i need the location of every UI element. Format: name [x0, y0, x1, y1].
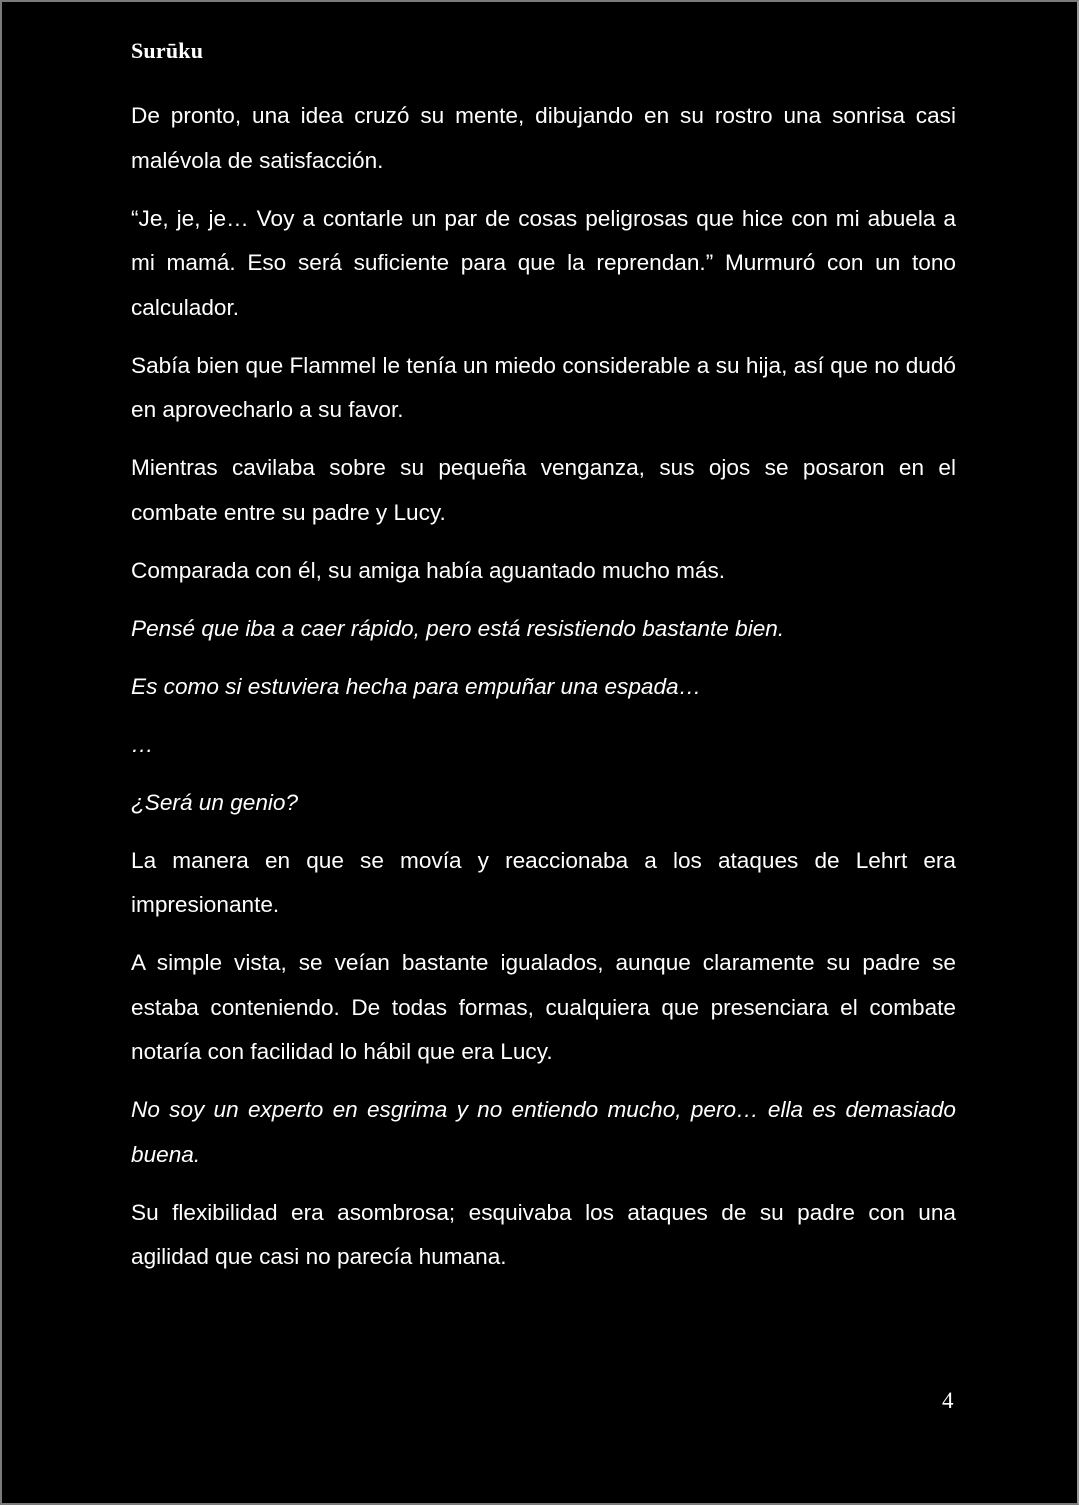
- paragraph: “Je, je, je… Voy a contarle un par de cosas peligrosas que hice con mi abuela a mi mamá. Eso será suficiente para que la reprendan.” Murmuró con un tono calculador.: [131, 205, 956, 320]
- ellipsis-line: …: [131, 731, 154, 757]
- italic-thought: Es como si estuviera hecha para empuñar una espada…: [131, 673, 702, 699]
- italic-thought: No soy un experto en esgrima y no entiendo mucho, pero… ella es demasiado buena.: [131, 1097, 956, 1167]
- paragraph: Mientras cavilaba sobre su pequeña venganza, sus ojos se posaron en el combate entre su padre y Lucy.: [131, 455, 956, 525]
- paragraph: Su flexibilidad era asombrosa; esquivaba los ataques de su padre con una agilidad que casi no parecía humana.: [131, 1199, 956, 1269]
- running-header: Surūku: [131, 38, 204, 63]
- paragraph: De pronto, una idea cruzó su mente, dibujando en su rostro una sonrisa casi malévola de satisfacción.: [131, 103, 956, 173]
- paragraph: Sabía bien que Flammel le tenía un miedo considerable a su hija, así que no dudó en aprovecharlo a su favor.: [131, 352, 956, 422]
- body-text: [131, 94, 956, 1293]
- page-number: 4: [942, 1388, 954, 1413]
- italic-thought: Pensé que iba a caer rápido, pero está resistiendo bastante bien.: [131, 615, 785, 641]
- paragraph: A simple vista, se veían bastante igualados, aunque claramente su padre se estaba conteniendo. De todas formas, cualquiera que presenciara el combate notaría con facilidad lo hábil que era Lucy.: [131, 950, 956, 1064]
- italic-thought: ¿Será un genio?: [131, 789, 299, 815]
- paragraph: Comparada con él, su amiga había aguantado mucho más.: [131, 557, 726, 583]
- paragraph: La manera en que se movía y reaccionaba a los ataques de Lehrt era impresionante.: [131, 847, 956, 917]
